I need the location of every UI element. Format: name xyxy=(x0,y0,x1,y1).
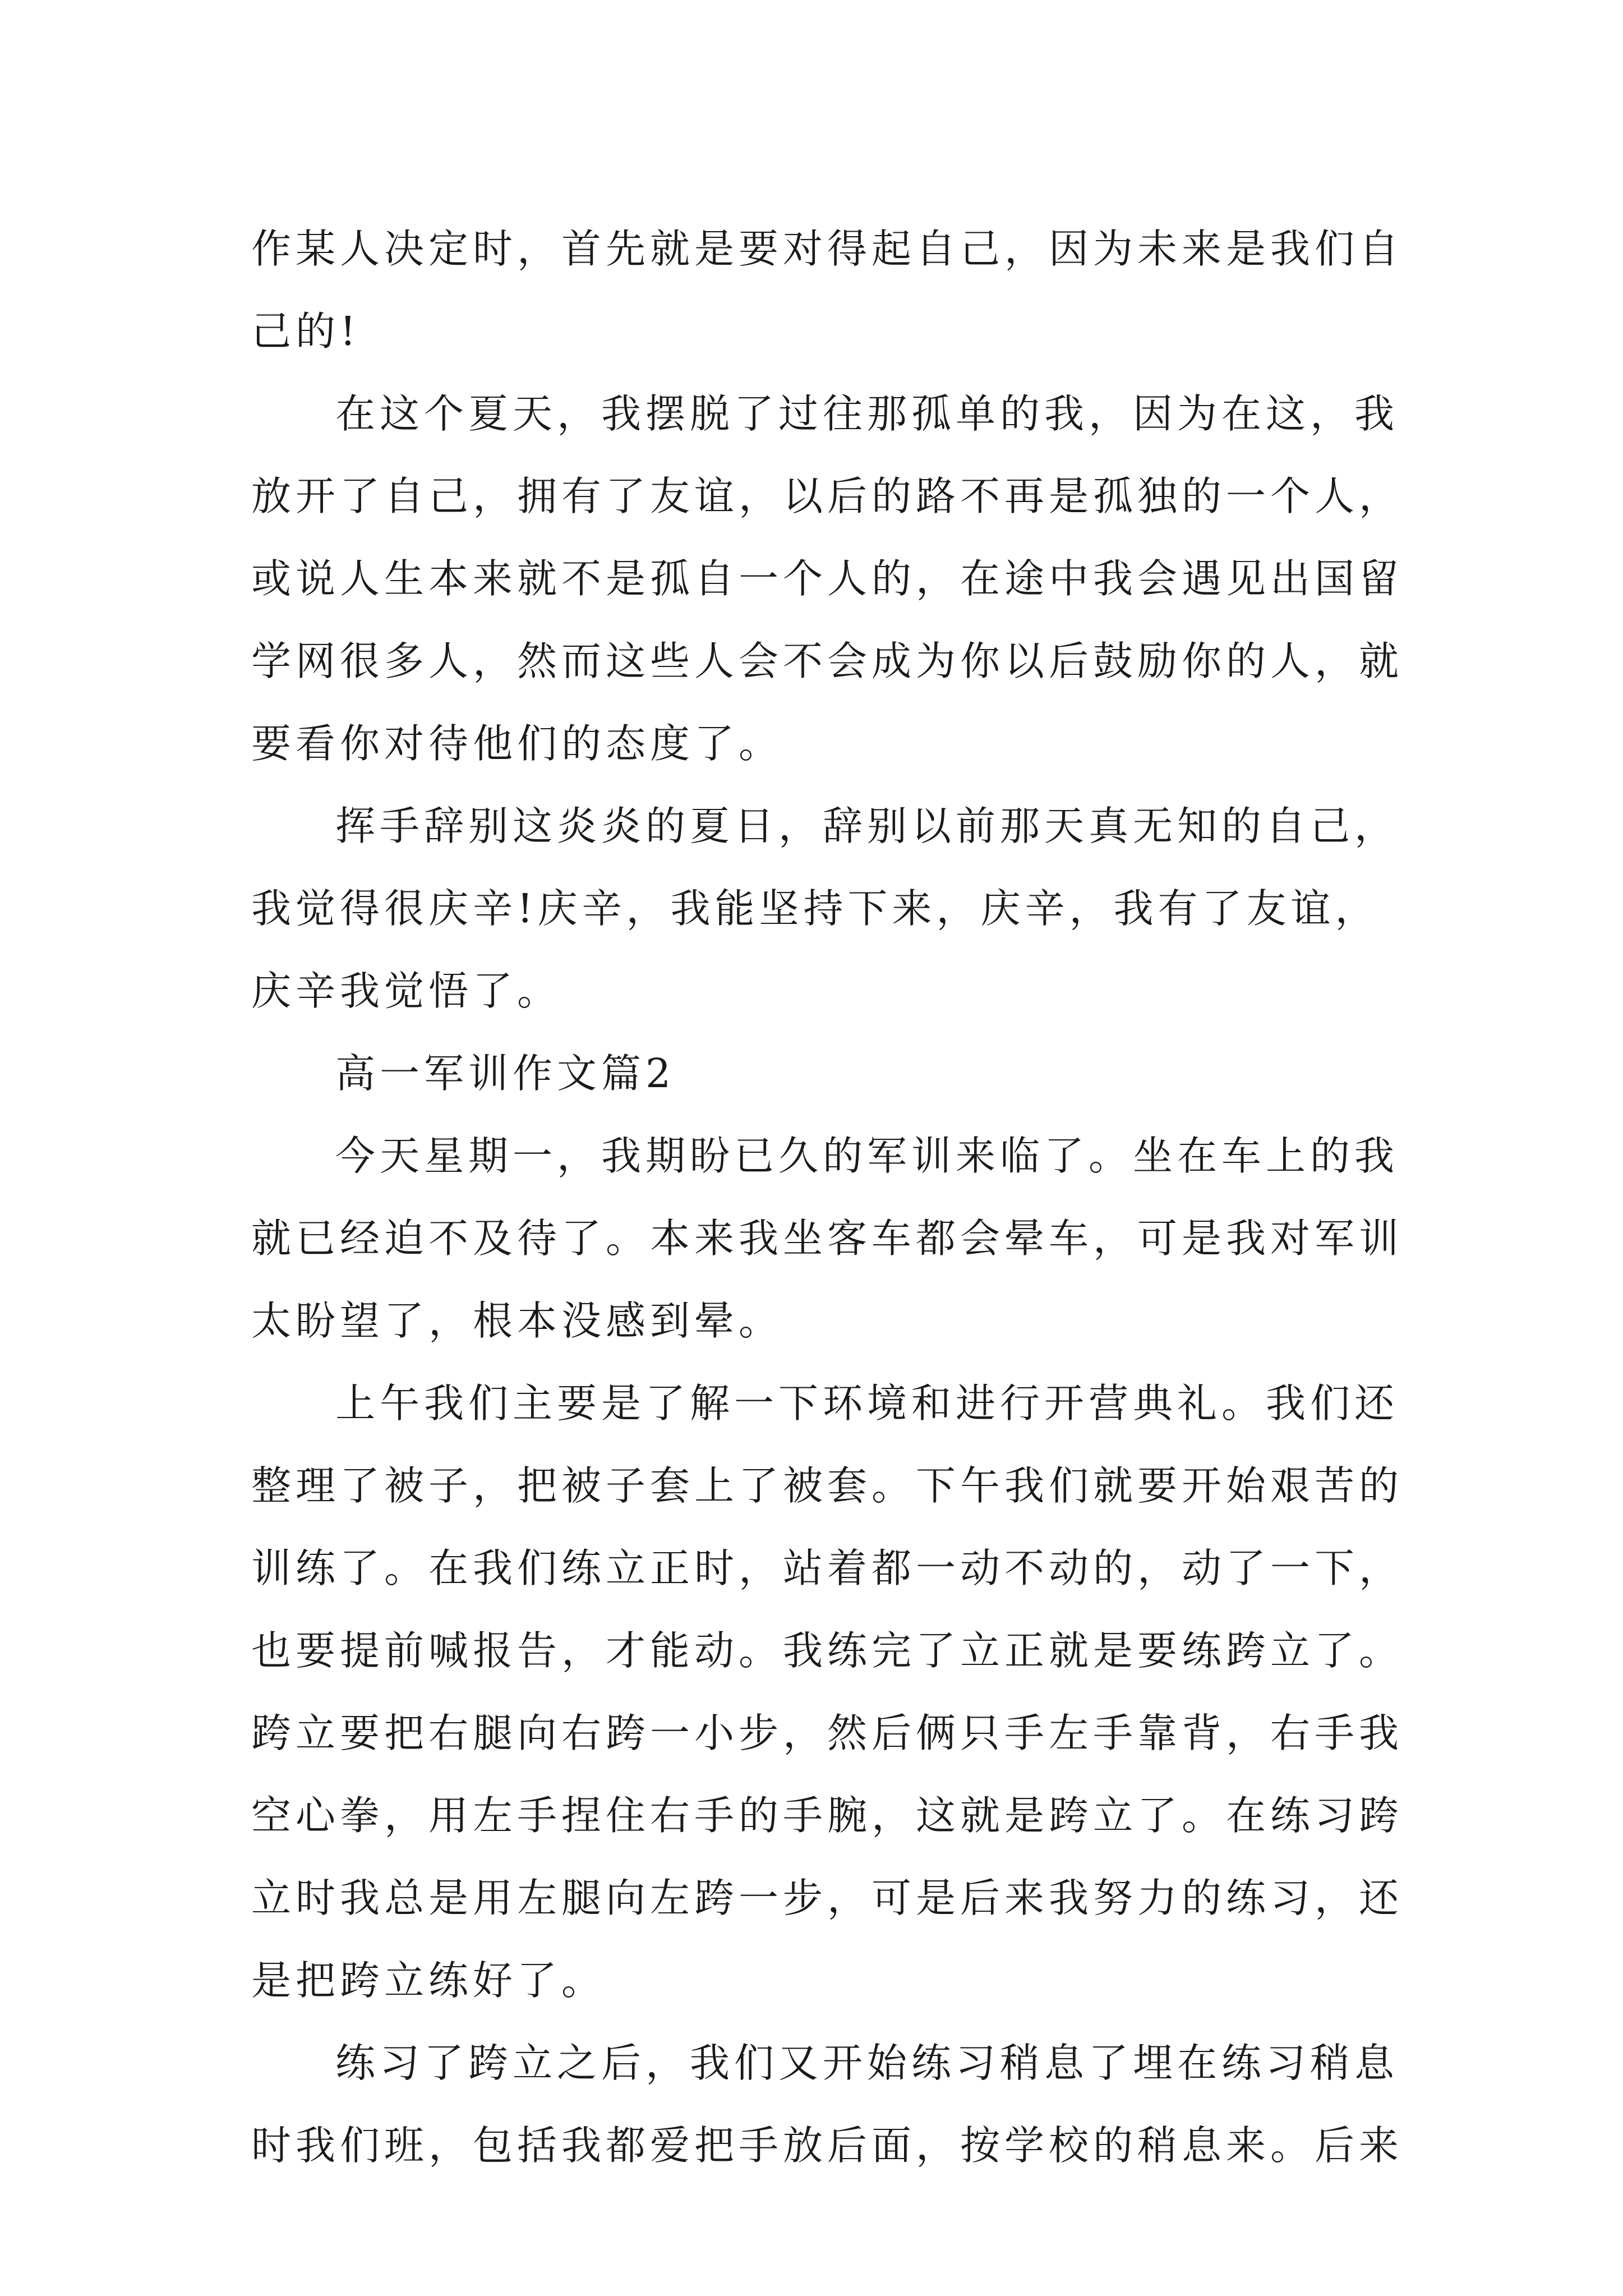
paragraph-start-line: 挥手辞别这炎炎的夏日，辞别以前那天真无知的自己， xyxy=(335,803,1399,849)
document-body xyxy=(251,208,1404,2187)
paragraph-start-line: 在这个夏天，我摆脱了过往那孤单的我，因为在这，我 xyxy=(335,390,1399,437)
text-line: 作某人决定时，首先就是要对得起自己，因为未来是我们自 xyxy=(251,226,1404,272)
text-line: 整理了被子，把被子套上了被套。下午我们就要开始艰苦的 xyxy=(251,1462,1404,1509)
text-line: 就已经迫不及待了。本来我坐客车都会晕车，可是我对军训 xyxy=(251,1215,1404,1262)
text-line: 学网很多人，然而这些人会不会成为你以后鼓励你的人，就 xyxy=(251,638,1404,684)
text-line: 空心拳，用左手捏住右手的手腕，这就是跨立了。在练习跨 xyxy=(251,1792,1404,1839)
text-line: 立时我总是用左腿向左跨一步，可是后来我努力的练习，还 xyxy=(251,1875,1404,1921)
paragraph-start-line: 练习了跨立之后，我们又开始练习稍息了埋在练习稍息 xyxy=(335,2040,1399,2086)
text-line: 也要提前喊报告，才能动。我练完了立正就是要练跨立了。 xyxy=(251,1627,1404,1674)
text-line: 太盼望了，根本没感到晕。 xyxy=(251,1297,783,1344)
text-line: 己的! xyxy=(251,308,361,355)
text-line: 是把跨立练好了。 xyxy=(251,1957,606,2004)
text-line: 训练了。在我们练立正时，站着都一动不动的，动了一下， xyxy=(251,1545,1404,1591)
text-line: 庆辛我觉悟了。 xyxy=(251,968,562,1014)
text-line: 我觉得很庆辛!庆辛，我能坚持下来，庆辛，我有了友谊， xyxy=(251,885,1380,932)
text-line: 时我们班，包括我都爱把手放后面，按学校的稍息来。后来 xyxy=(251,2122,1404,2169)
paragraph-start-line: 上午我们主要是了解一下环境和进行开营典礼。我们还 xyxy=(335,1380,1399,1427)
text-line: 或说人生本来就不是孤自一个人的，在途中我会遇见出国留 xyxy=(251,555,1404,602)
paragraph-start-line: 今天星期一，我期盼已久的军训来临了。坐在车上的我 xyxy=(335,1133,1399,1179)
text-line: 放开了自己，拥有了友谊，以后的路不再是孤独的一个人， xyxy=(251,473,1404,519)
text-line: 跨立要把右腿向右跨一小步，然后俩只手左手靠背，右手我 xyxy=(251,1710,1404,1756)
section-heading: 高一军训作文篇2 xyxy=(335,1050,676,1097)
text-line: 要看你对待他们的态度了。 xyxy=(251,720,783,767)
